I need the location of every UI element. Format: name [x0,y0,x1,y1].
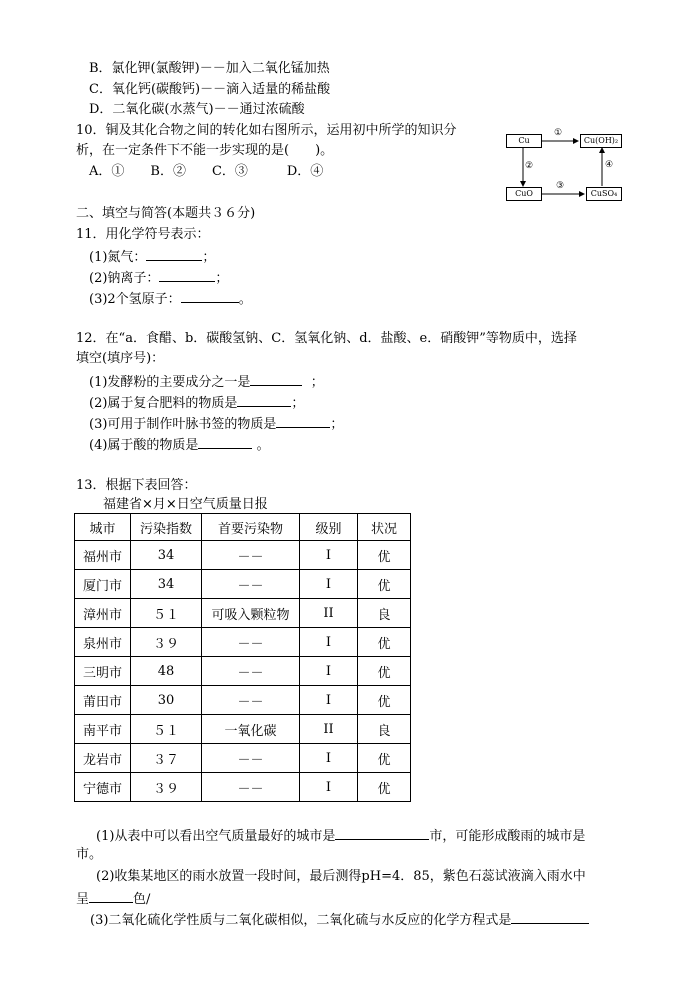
status-cell: 优 [358,628,411,657]
option-c: C．氧化钙(碳酸钙)－－滴入适量的稀盐酸 [89,82,331,97]
table-row [75,570,411,599]
q11-item-3 [89,289,252,309]
q12-item-1 [89,372,324,392]
column-header: 首要污染物 [202,514,300,541]
q11-item-2-end: ； [215,271,229,286]
answer-blank [511,910,589,924]
status-cell: 优 [358,744,411,773]
grade-cell: I [300,541,358,570]
index-cell: 30 [131,686,202,715]
pollutant-cell: －－ [202,744,300,773]
q13-sub1-end: 市。 [76,847,103,862]
grade-cell: I [300,570,358,599]
answer-blank [181,289,239,303]
grade-cell: I [300,773,358,802]
answer-blank [335,826,429,840]
answer-blank [250,372,302,386]
answer-blank [146,247,202,261]
q12-item-2-label: (2)属于复合肥料的物质是 [89,396,238,411]
q12-item-2-end: ； [291,396,305,411]
index-cell: ３９ [131,773,202,802]
box-cuso4: CuSO₄ [586,187,622,201]
status-cell: 优 [358,686,411,715]
status-cell: 良 [358,599,411,628]
q12-item-4 [89,435,270,455]
q11-item-1 [89,247,215,267]
label-1: ① [554,128,563,138]
table-row [75,744,411,773]
q10-line2: 析，在一定条件下不能一步实现的是( )。 [76,143,334,158]
grade-cell: I [300,628,358,657]
table-row [75,686,411,715]
city-cell: 三明市 [75,657,131,686]
q10-line1: 10．铜及其化合物之间的转化如右图所示，运用初中所学的知识分 [76,123,457,138]
index-cell: ５１ [131,715,202,744]
city-cell: 福州市 [75,541,131,570]
index-cell: 34 [131,570,202,599]
q12-item-1-end: ； [310,375,324,390]
table-row [75,715,411,744]
q12-item-3-label: (3)可用于制作叶脉书签的物质是 [89,417,277,432]
pollutant-cell: －－ [202,773,300,802]
q13-sub1-a: (1)从表中可以看出空气质量最好的城市是 [96,829,336,844]
q13-sub2: (2)收集某地区的雨水放置一段时间，最后测得pH=4．85，紫色石蕊试液滴入雨水中 [96,869,586,884]
city-cell: 泉州市 [75,628,131,657]
status-cell: 良 [358,715,411,744]
status-cell: 优 [358,541,411,570]
q13-sub1 [96,826,585,846]
copper-conversion-diagram [498,126,622,206]
status-cell: 优 [358,570,411,599]
city-cell: 南平市 [75,715,131,744]
q11-item-2-label: (2)钠离子： [89,271,160,286]
q11-title: 11．用化学符号表示： [76,227,210,242]
label-2: ② [525,161,534,171]
q12-item-4-end: 。 [256,438,270,453]
table-header-row [75,514,411,541]
table-row [75,773,411,802]
pollutant-cell: －－ [202,657,300,686]
label-4: ④ [605,160,614,170]
status-cell: 优 [358,657,411,686]
grade-cell: I [300,657,358,686]
box-cuo: CuO [506,187,542,201]
q13-title: 13．根据下表回答： [76,478,197,493]
section-heading: 二、填空与简答(本题共３６分) [76,206,256,221]
city-cell: 龙岩市 [75,744,131,773]
pollutant-cell: 一氧化碳 [202,715,300,744]
column-header: 状况 [358,514,411,541]
q13-sub3-text: (3)二氧化硫化学性质与二氧化碳相似，二氧化硫与水反应的化学方程式是 [90,913,512,928]
table-row [75,628,411,657]
table-row [75,541,411,570]
q12-item-3-end: ； [330,417,344,432]
column-header: 级别 [300,514,358,541]
q13-sub2-c: 色/ [133,892,151,907]
table-caption: 福建省×月×日空气质量日报 [103,497,268,512]
answer-blank [198,435,252,449]
grade-cell: I [300,744,358,773]
q13-sub1-b: 市，可能形成酸雨的城市是 [429,829,586,844]
column-header: 城市 [75,514,131,541]
air-quality-table [74,513,411,802]
index-cell: ３９ [131,628,202,657]
city-cell: 漳州市 [75,599,131,628]
option-d: D．二氧化碳(水蒸气)－－通过浓硫酸 [89,102,305,117]
q11-item-1-end: ； [202,250,216,265]
pollutant-cell: －－ [202,570,300,599]
box-cu: Cu [506,134,542,148]
index-cell: 48 [131,657,202,686]
pollutant-cell: －－ [202,541,300,570]
option-b: B．氯化钾(氯酸钾)－－加入二氧化锰加热 [89,61,330,76]
q13-sub2-cont [76,889,150,909]
index-cell: ５１ [131,599,202,628]
answer-blank [89,889,133,903]
q10-options: A．① B．② C．③ D．④ [89,164,324,179]
city-cell: 厦门市 [75,570,131,599]
column-header: 污染指数 [131,514,202,541]
pollutant-cell: －－ [202,686,300,715]
city-cell: 宁德市 [75,773,131,802]
box-cuoh2: Cu(OH)₂ [580,134,622,148]
pollutant-cell: 可吸入颗粒物 [202,599,300,628]
q12-item-2 [89,393,304,413]
q11-item-3-label: (3)2个氢原子： [89,292,181,307]
q11-item-1-label: (1)氮气： [89,250,147,265]
status-cell: 优 [358,773,411,802]
q13-sub3 [90,910,589,930]
label-3: ③ [556,181,565,191]
grade-cell: II [300,715,358,744]
q11-item-3-end: 。 [238,292,252,307]
city-cell: 莆田市 [75,686,131,715]
answer-blank [159,268,215,282]
answer-blank [276,414,330,428]
pollutant-cell: －－ [202,628,300,657]
index-cell: ３７ [131,744,202,773]
q12-line2: 填空(填序号)： [76,351,165,366]
grade-cell: I [300,686,358,715]
q11-item-2 [89,268,228,288]
table-row [75,657,411,686]
q12-item-3 [89,414,343,434]
q12-item-4-label: (4)属于酸的物质是 [89,438,199,453]
table-row [75,599,411,628]
q12-line1: 12．在“a．食醋、b．碳酸氢钠、C．氢氧化钠、d．盐酸、e．硝酸钾”等物质中，选择 [76,331,577,346]
index-cell: 34 [131,541,202,570]
grade-cell: II [300,599,358,628]
answer-blank [237,393,291,407]
q13-sub2-b: 呈 [76,892,90,907]
q12-item-1-label: (1)发酵粉的主要成分之一是 [89,375,251,390]
